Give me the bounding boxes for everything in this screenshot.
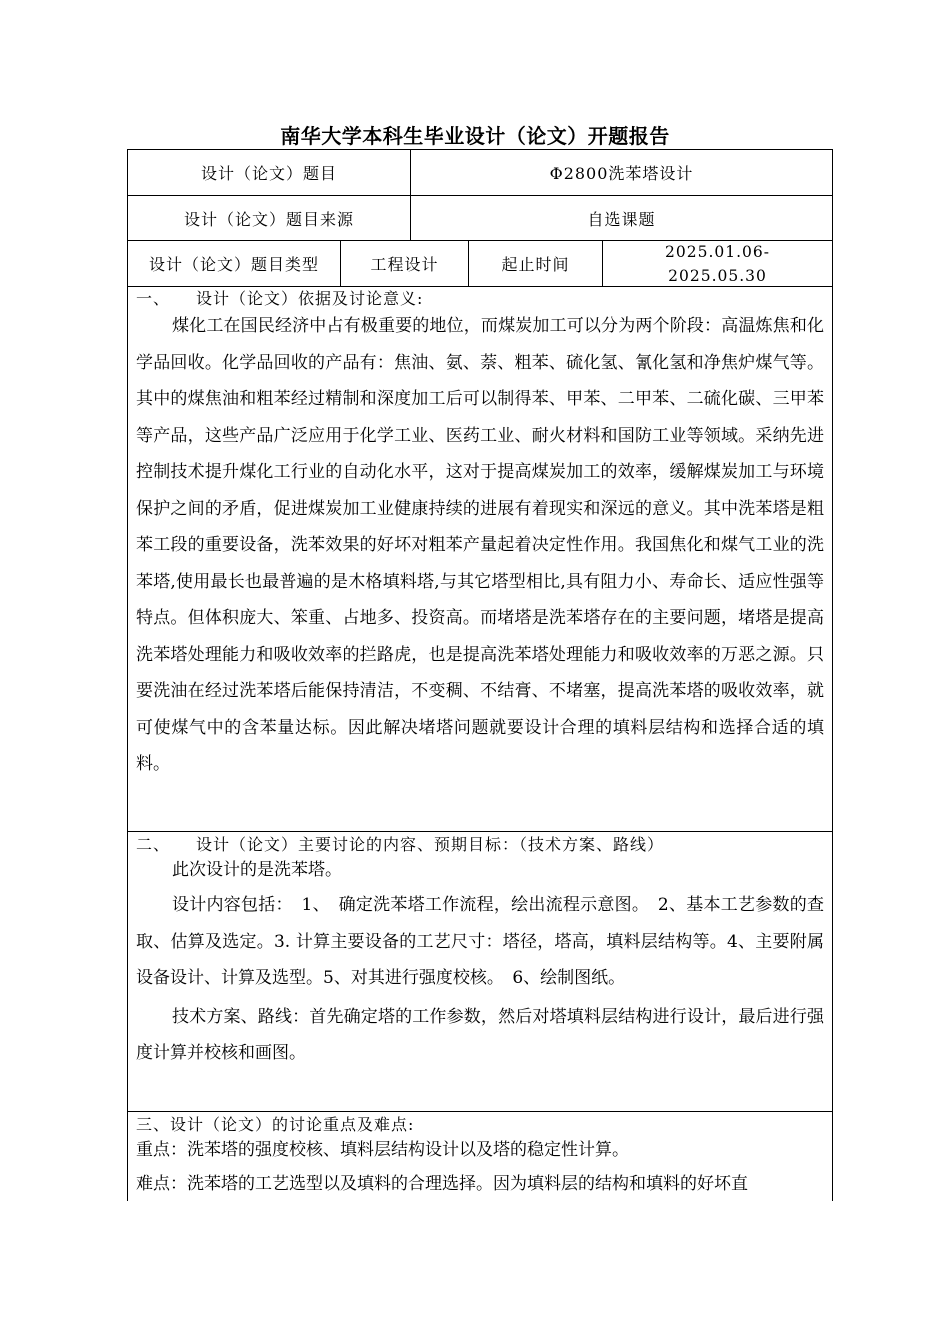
section-basis-paragraph: 煤化工在国民经济中占有极重要的地位，而煤炭加工可以分为两个阶段：高温炼焦和化学品回收。化学品回收的产品有：焦油、氨、萘、粗苯、硫化氢、氰化氢和净焦炉煤气等。其中的煤焦油和粗苯经过精制和深度加工后可以制得苯、甲苯、二甲苯、二硫化碳、三甲苯等产品，这些产品广泛应用于化学工业、医药工业、耐火材料和国防工业等领域。采纳先进控制技术提升煤化工行业的自动化水平，这对于提高煤炭加工的效率，缓解煤炭加工与环境保护之间的矛盾，促进煤炭加工业健康持续的进展有着现实和深远的意义。其中洗苯塔是粗苯工段的重要设备，洗苯效果的好坏对粗苯产量起着决定性作用。我国焦化和煤气工业的洗苯塔,使用最长也最普遍的是木格填料塔,与其它塔型相比,具有阻力小、寿命长、适应性强等特点。但体积庞大、笨重、占地多、投资高。而堵塔是洗苯塔存在的主要问题，堵塔是提高洗苯塔处理能力和吸收效率的拦路虎，也是提高洗苯塔处理能力和吸收效率的万恶之源。只要洗油在经过洗苯塔后能保持清洁，不变稠、不结膏、不堵塞，提高洗苯塔的吸收效率，就可使煤气中的含苯量达标。因此解决堵塔问题就要设计合理的填料层结构和选择合适的填料。 bbox=[136, 316, 824, 774]
report-table bbox=[127, 149, 833, 1201]
section-focus-key: 重点：洗苯塔的强度校核、填料层结构设计以及塔的稳定性计算。 bbox=[136, 1140, 629, 1160]
topic-label: 设计（论文）题目 bbox=[200, 164, 337, 183]
type-value: 工程设计 bbox=[340, 241, 468, 286]
section-content-items: 设计内容包括： 1、 确定洗苯塔工作流程，绘出流程示意图。 2、基本工艺参数的查取、估算及选定。3. 计算主要设备的工艺尺寸：塔径，塔高，填料层结构等。4、主要附属设备设计、计算及选型。5、对其进行强度校核。 6、绘制图纸。 bbox=[136, 895, 824, 988]
topic-value: Φ2800洗苯塔设计 bbox=[410, 150, 832, 195]
section-content-route: 技术方案、路线：首先确定塔的工作参数，然后对塔填料层结构进行设计，最后进行强度计算并校核和画图。 bbox=[136, 1006, 824, 1063]
type-row bbox=[127, 240, 833, 286]
section-content-heading: 二、 设计（论文）主要讨论的内容、预期目标：（技术方案、路线） bbox=[136, 835, 665, 854]
source-label: 设计（论文）题目来源 bbox=[183, 209, 354, 229]
period-value bbox=[602, 241, 832, 286]
source-value: 自选课题 bbox=[410, 196, 832, 240]
section-focus bbox=[127, 1111, 833, 1201]
period-end: 2025.05.30 bbox=[668, 266, 767, 285]
type-label: 设计（论文）题目类型 bbox=[148, 255, 319, 274]
section-content-intro: 此次设计的是洗苯塔。 bbox=[172, 860, 342, 880]
section-basis-heading: 一、 设计（论文）依据及讨论意义: bbox=[136, 289, 424, 308]
section-focus-heading: 三、设计（论文）的讨论重点及难点: bbox=[136, 1115, 415, 1134]
period-label: 起止时间 bbox=[468, 241, 602, 286]
section-basis bbox=[127, 286, 833, 831]
section-focus-difficulty: 难点：洗苯塔的工艺选型以及填料的合理选择。因为填料层的结构和填料的好坏直 bbox=[136, 1174, 748, 1194]
section-content bbox=[127, 831, 833, 1111]
document-title: 南华大学本科生毕业设计（论文）开题报告 bbox=[280, 124, 670, 148]
topic-row bbox=[127, 149, 833, 195]
period-start: 2025.01.06- bbox=[665, 242, 770, 261]
source-row bbox=[127, 195, 833, 240]
